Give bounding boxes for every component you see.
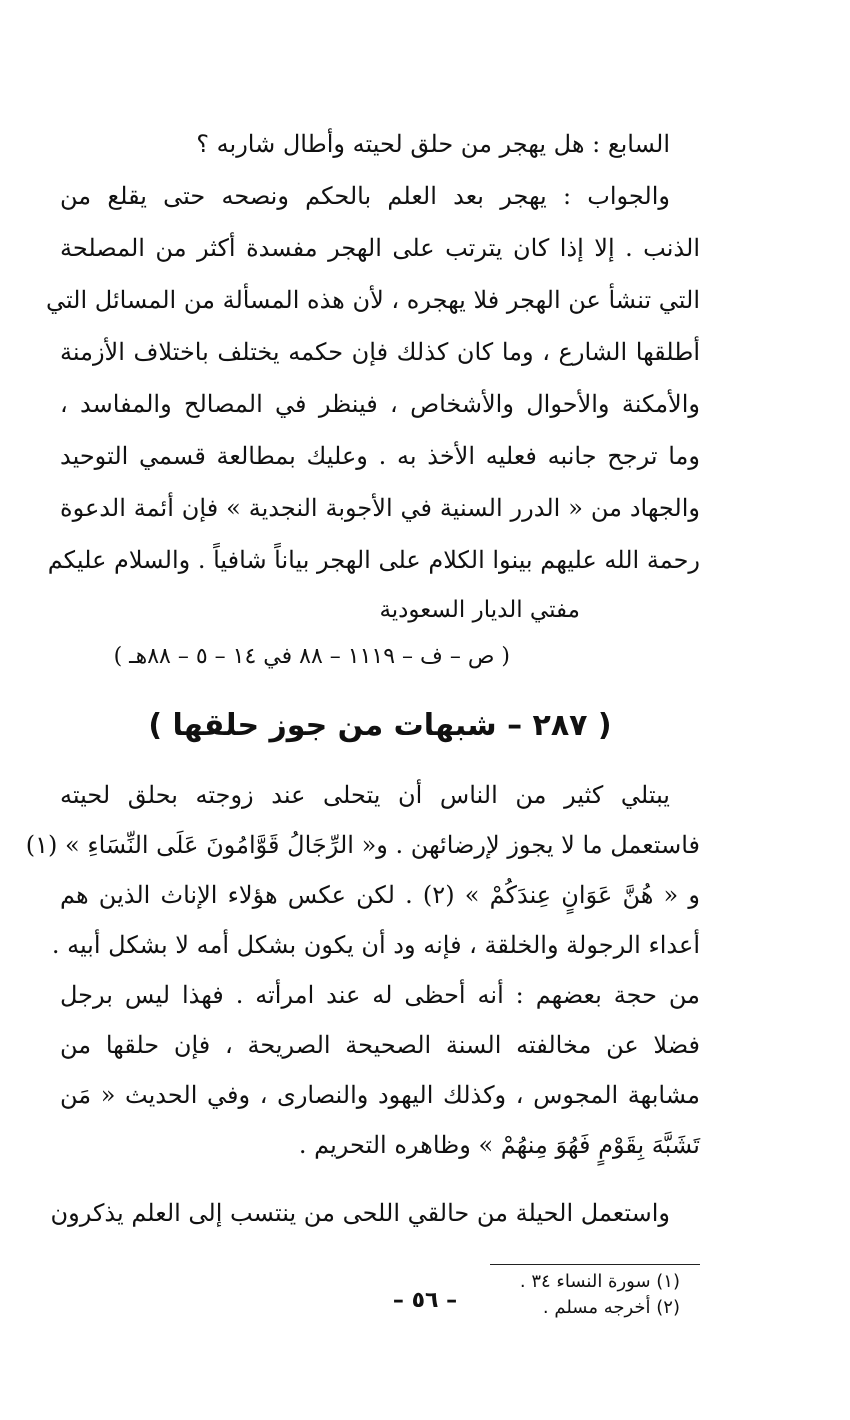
answer-line: والأمكنة والأحوال والأشخاص ، فينظر في المصالح والمفاسد ، (60, 390, 700, 418)
footnote-divider (490, 1264, 700, 1265)
footnote-item: (١) سورة النساء ٣٤ . (519, 1271, 680, 1292)
page-number: – ٥٦ – (392, 1288, 458, 1313)
body-line: تَشَبَّهَ بِقَوْمٍ فَهُوَ مِنهُمْ » وظاهره التحريم . (298, 1131, 700, 1159)
answer-line: الذنب . إلا إذا كان يترتب على الهجر مفسدة أكثر من المصلحة (60, 234, 700, 262)
answer-line: والجهاد من « الدرر السنية في الأجوبة النجدية » فإن أئمة الدعوة (60, 494, 700, 522)
answer-line: أطلقها الشارع ، وما كان كذلك فإن حكمه يختلف باختلاف الأزمنة (60, 338, 701, 366)
section-heading: ( ٢٨٧ – شبهات من جوز حلقها ) (148, 708, 612, 743)
paragraph-gap (60, 1170, 700, 1188)
body-line: فاستعمل ما لا يجوز لإرضائهن . و« الرِّجَالُ قَوَّامُونَ عَلَى النِّسَاءِ » (١) (25, 831, 700, 859)
answer-section (45, 118, 701, 680)
body-line: و « هُنَّ عَوَانٍ عِندَكُمْ » (٢) . لكن عكس هؤلاء الإناث الذين هم (60, 881, 701, 909)
body-line: أعداء الرجولة والخلقة ، فإنه ود أن يكون بشكل أمه لا بشكل أبيه . (51, 931, 700, 959)
answer-line: والجواب : يهجر بعد العلم بالحكم ونصحه حتى يقلع من (60, 182, 670, 210)
body-line: مشابهة المجوس ، وكذلك اليهود والنصارى ، وفي الحديث « مَن (60, 1081, 700, 1109)
body-line: من حجة بعضهم : أنه أحظى له عند امرأته . فهذا ليس برجل (60, 981, 700, 1009)
fatwa-reference: ( ص – ف – ١١١٩ – ٨٨ في ١٤ – ٥ – ٨٨هـ ) (113, 644, 510, 669)
footnote-item: (٢) أخرجه مسلم . (542, 1297, 680, 1318)
mufti-signature: مفتي الديار السعودية (379, 597, 580, 623)
body-line-continued: واستعمل الحيلة من حالقي اللحى من ينتسب إلى العلم يذكرون (50, 1199, 670, 1227)
section-body (25, 770, 701, 1238)
body-line: فضلا عن مخالفته السنة الصحيحة الصريحة ، فإن حلقها من (60, 1031, 700, 1059)
page-content (25, 118, 701, 1321)
answer-line: وما ترجح جانبه فعليه الأخذ به . وعليك بمطالعة قسمي التوحيد (60, 442, 700, 470)
answer-line: التي تنشأ عن الهجر فلا يهجره ، لأن هذه المسألة من المسائل التي (45, 286, 700, 314)
body-line: يبتلي كثير من الناس أن يتحلى عند زوجته بحلق لحيته (60, 781, 670, 809)
question-line: السابع : هل يهجر من حلق لحيته وأطال شاربه ؟ (196, 130, 670, 158)
answer-line: رحمة الله عليهم بينوا الكلام على الهجر بياناً شافياً . والسلام عليكم (47, 546, 700, 574)
